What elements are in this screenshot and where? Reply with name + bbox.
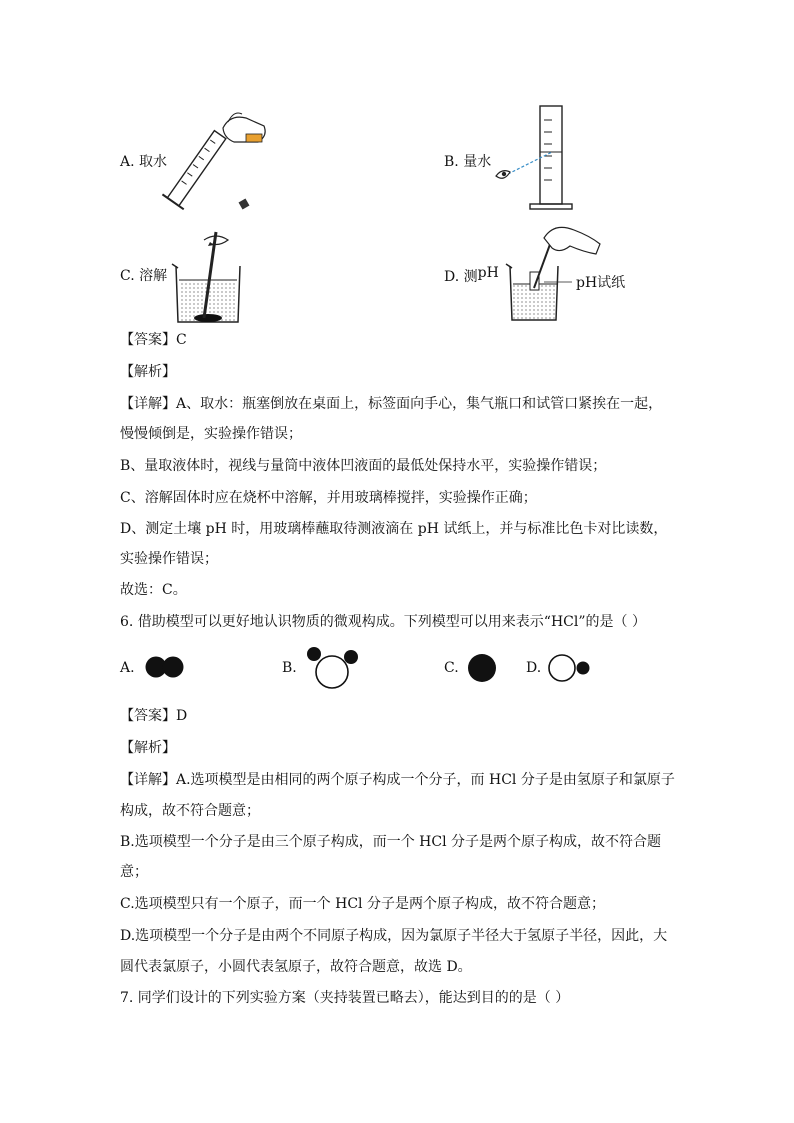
q6-detail-line: B.选项模型一个分子是由三个原子构成，而一个 HCl 分子是两个原子构成，故不符合题 xyxy=(120,834,662,850)
q6-detail-line: C.选项模型只有一个原子，而一个 HCl 分子是两个原子构成，故不符合题意； xyxy=(120,896,605,912)
q5-detail-line: 实验操作错误； xyxy=(120,551,218,567)
q5-option-a-label: A. 取水 xyxy=(120,154,168,170)
q6-detail-line: 圆代表氯原子，小圆代表氢原子，故符合题意，故选 D。 xyxy=(120,959,472,975)
q5-conclusion: 故选：C。 xyxy=(120,582,187,598)
q5-detail-line: 【详解】A、取水：瓶塞倒放在桌面上，标签面向手心，集气瓶口和试管口紧挨在一起， xyxy=(120,396,663,412)
q5-detail-line: C、溶解固体时应在烧杯中溶解，并用玻璃棒搅拌，实验操作正确； xyxy=(120,490,537,506)
q6-option-a-label: A. xyxy=(120,660,135,676)
q5-detail-line: B、量取液体时，视线与量筒中液体凹液面的最低处保持水平，实验操作错误； xyxy=(120,458,607,474)
model-a-two-same-atoms xyxy=(144,655,186,679)
q6-detail-line: 构成，故不符合题意； xyxy=(120,803,260,819)
q6-option-c-label: C. xyxy=(444,660,459,676)
ph-paper-label: pH试纸 xyxy=(576,275,626,291)
measuring-cylinder-figure xyxy=(492,100,592,215)
q6-answer: 【答案】D xyxy=(120,708,188,724)
q5-detail-line: D、测定土壤 pH 时，用玻璃棒蘸取待测液滴在 pH 试纸上，并与标准比色卡对比读数， xyxy=(120,521,668,537)
q5-option-c-label: C. 溶解 xyxy=(120,268,168,284)
q6-detail-line: 【详解】A.选项模型是由相同的两个原子构成一个分子，而 HCl 分子是由氢原子和氯原子 xyxy=(120,772,675,788)
q5-answer: 【答案】C xyxy=(120,332,187,348)
q7-question: 7. 同学们设计的下列实验方案（夹持装置已略去），能达到目的的是（ ） xyxy=(120,990,570,1006)
q5-option-b-label: B. 量水 xyxy=(444,154,492,170)
q6-question: 6. 借助模型可以更好地认识物质的微观构成。下列模型可以用来表示“HCl”的是（ ） xyxy=(120,614,646,630)
q6-detail-line: D.选项模型一个分子是由两个不同原子构成，因为氯原子半径大于氢原子半径，因此，大 xyxy=(120,928,668,944)
model-b-three-atoms xyxy=(304,645,360,691)
dissolving-beaker-figure xyxy=(168,226,248,326)
q5-option-d-label: D. 测pH xyxy=(444,265,499,285)
q5-analysis-title: 【解析】 xyxy=(120,364,176,380)
pouring-water-figure xyxy=(168,108,278,218)
model-d-two-different-atoms xyxy=(548,654,592,682)
q6-option-b-label: B. xyxy=(282,660,297,676)
model-c-single-atom xyxy=(467,653,497,683)
q6-analysis-title: 【解析】 xyxy=(120,740,176,756)
q6-option-d-label: D. xyxy=(526,660,542,676)
q6-detail-line: 意； xyxy=(120,864,148,880)
q5-detail-line: 慢慢倾倒是，实验操作错误； xyxy=(120,426,302,442)
